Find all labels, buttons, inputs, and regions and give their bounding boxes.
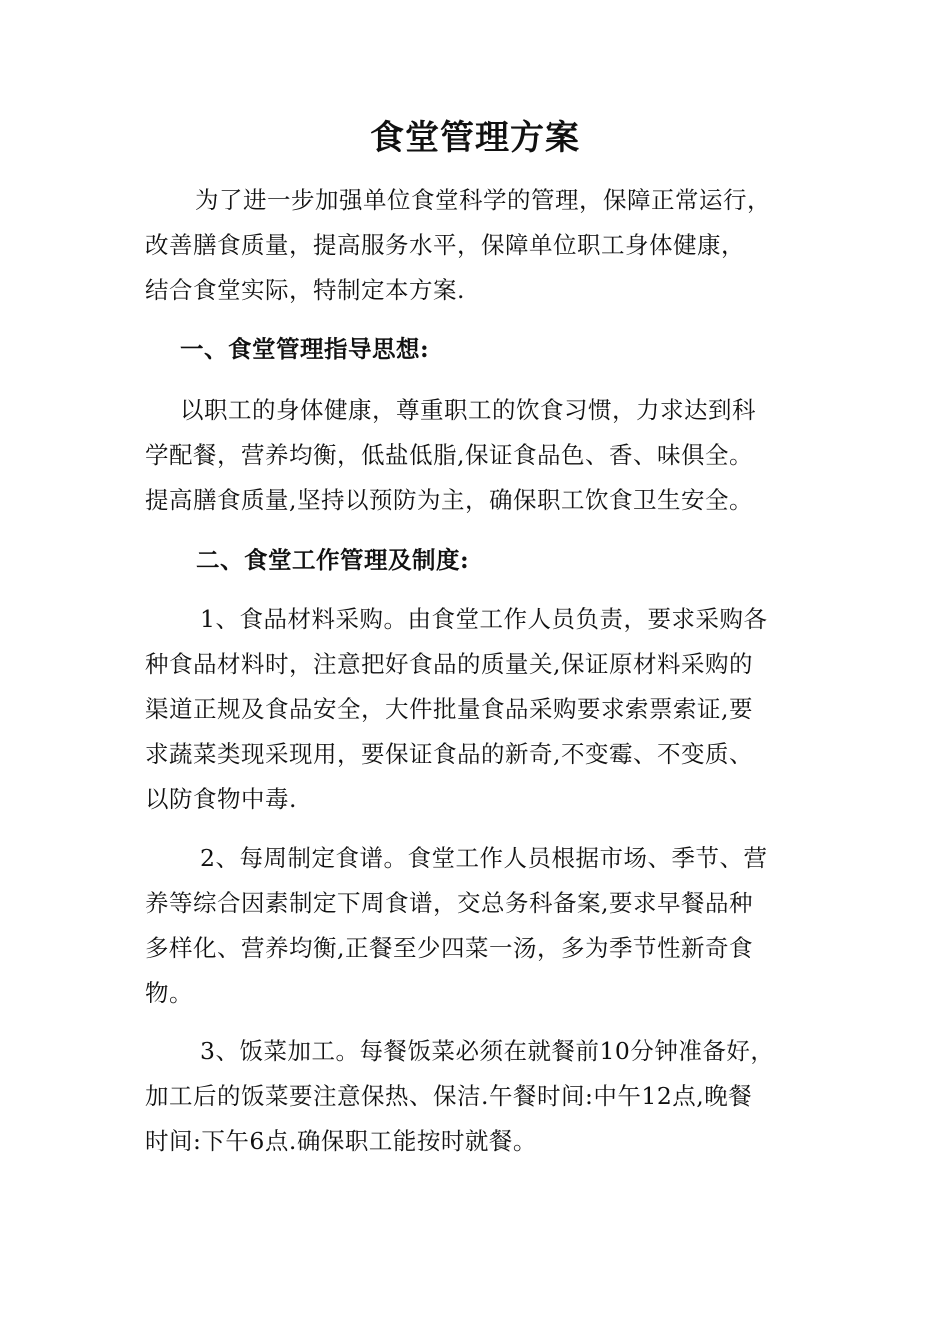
- section1-paragraph: [145, 388, 810, 523]
- section2-item2-paragraph: [145, 836, 810, 1016]
- intro-line: 结合食堂实际，特制定本方案.: [145, 276, 465, 304]
- section1-line: 提高膳食质量,坚持以预防为主，确保职工饮食卫生安全。: [145, 486, 753, 514]
- item3-line: 3、饭菜加工。每餐饭菜必须在就餐前10分钟准备好，: [200, 1037, 775, 1065]
- section1-line: 学配餐，营养均衡，低盐低脂,保证食品色、香、味俱全。: [145, 441, 753, 469]
- intro-paragraph: [145, 178, 810, 313]
- intro-line: 为了进一步加强单位食堂科学的管理，保障正常运行，: [195, 186, 771, 214]
- item2-line: 多样化、营养均衡,正餐至少四菜一汤，多为季节性新奇食: [145, 934, 753, 962]
- item1-line: 以防食物中毒.: [145, 785, 297, 813]
- document-title: 食堂管理方案: [370, 118, 580, 158]
- item1-line: 1、食品材料采购。由食堂工作人员负责，要求采购各: [200, 605, 768, 633]
- item2-line: 物。: [145, 979, 193, 1007]
- section2-item1-paragraph: [145, 597, 810, 822]
- item1-line: 种食品材料时，注意把好食品的质量关,保证原材料采购的: [145, 650, 753, 678]
- item1-line: 求蔬菜类现采现用，要保证食品的新奇,不变霉、不变质、: [145, 740, 753, 768]
- intro-line: 改善膳食质量，提高服务水平，保障单位职工身体健康，: [145, 231, 745, 259]
- section2-heading: 二、食堂工作管理及制度:: [196, 546, 470, 574]
- item2-line: 2、每周制定食谱。食堂工作人员根据市场、季节、营: [200, 844, 768, 872]
- section1-line: 以职工的身体健康，尊重职工的饮食习惯，力求达到科: [180, 396, 756, 424]
- item1-line: 渠道正规及食品安全，大件批量食品采购要求索票索证,要: [145, 695, 753, 723]
- section2-item3-paragraph: [145, 1029, 810, 1164]
- item3-line: 时间:下午6点.确保职工能按时就餐。: [145, 1127, 537, 1155]
- section1-heading: 一、食堂管理指导思想:: [180, 335, 430, 363]
- item2-line: 养等综合因素制定下周食谱，交总务科备案,要求早餐品种: [145, 889, 753, 917]
- item3-line: 加工后的饭菜要注意保热、保洁.午餐时间:中午12点,晚餐: [145, 1082, 753, 1110]
